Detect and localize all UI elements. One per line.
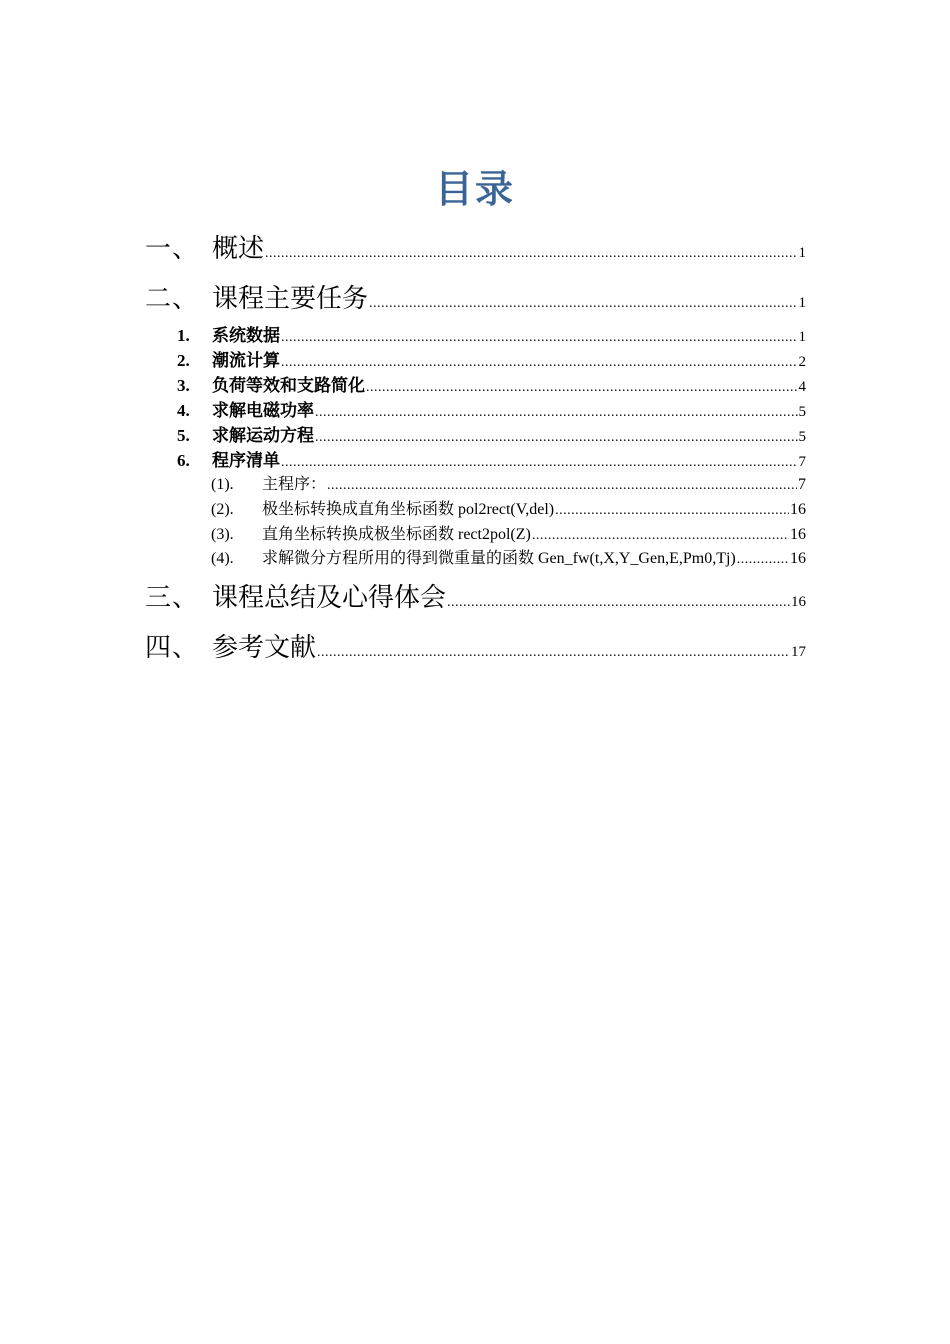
toc-entry-power-flow[interactable] (177, 346, 806, 370)
toc-entry-label: 直角坐标转换成极坐标函数 rect2pol(Z) (262, 526, 531, 543)
toc-entry-number: 二、 (145, 284, 200, 314)
dot-leader (555, 503, 789, 519)
toc-entry-rect2pol[interactable] (211, 521, 806, 545)
toc-entry-number: 三、 (145, 583, 200, 613)
dot-leader (369, 296, 797, 312)
toc-entry-number: 一、 (145, 234, 200, 264)
toc-entry-label: 程序清单 (212, 451, 280, 471)
toc-entry-main-tasks[interactable] (145, 278, 806, 318)
toc-entry-label: 求解电磁功率 (212, 401, 314, 421)
toc-entry-page: 4 (798, 379, 806, 395)
toc-entry-page: 5 (798, 404, 806, 420)
dot-leader (265, 246, 797, 262)
toc-entry-number: 3. (177, 376, 190, 395)
toc-entry-gen-fw[interactable] (211, 545, 806, 569)
toc-entry-label: 课程总结及心得体会 (212, 583, 447, 613)
toc-entry-label: 系统数据 (212, 326, 280, 346)
toc-entry-number: 5. (177, 426, 190, 445)
toc-entry-number: (1). (211, 476, 234, 493)
toc-entry-overview[interactable] (145, 228, 806, 268)
toc-entry-number: (4). (211, 550, 234, 567)
toc-entry-motion-equation[interactable] (177, 421, 806, 445)
toc-entry-page: 16 (791, 594, 806, 610)
dot-leader (327, 478, 797, 494)
toc-entry-label: 求解运动方程 (212, 426, 314, 446)
toc-entry-program-listing[interactable] (177, 446, 806, 470)
toc-entry-label: 潮流计算 (212, 351, 280, 371)
toc-entry-label: 极坐标转换成直角坐标函数 pol2rect(V,del) (262, 501, 555, 518)
toc-entry-summary[interactable] (145, 577, 806, 617)
toc-entry-pol2rect[interactable] (211, 496, 806, 520)
toc-entry-main-program[interactable] (211, 471, 806, 495)
toc-entry-electromagnetic-power[interactable] (177, 396, 806, 420)
toc-entry-page: 16 (790, 550, 806, 567)
toc-entry-number: 四、 (145, 633, 200, 663)
toc-entry-page: 2 (798, 354, 806, 370)
toc-entry-page: 16 (790, 526, 806, 543)
dot-leader (366, 380, 798, 396)
toc-entry-page: 7 (798, 476, 806, 493)
toc-entry-label: 主程序： (262, 476, 327, 493)
dot-leader (532, 528, 789, 544)
dot-leader (281, 455, 798, 471)
toc-entry-label: 求解微分方程所用的得到微重量的函数 Gen_fw(t,X,Y_Gen,E,Pm0,Tj) (262, 550, 736, 567)
toc-entry-load-equivalence[interactable] (177, 371, 806, 395)
toc-entry-system-data[interactable] (177, 321, 806, 345)
toc-entry-label: 概述 (212, 234, 265, 264)
toc-entry-page: 7 (798, 454, 806, 470)
toc-entry-page: 1 (798, 245, 806, 261)
toc-entry-page: 17 (791, 644, 806, 660)
toc-entry-number: 6. (177, 451, 190, 470)
toc-entry-label: 参考文献 (212, 633, 317, 663)
toc-entry-label: 课程主要任务 (212, 284, 369, 314)
dot-leader (447, 595, 790, 611)
toc-entry-page: 5 (798, 429, 806, 445)
dot-leader (281, 355, 798, 371)
dot-leader (315, 430, 798, 446)
toc-entry-page: 16 (790, 501, 806, 518)
toc-entry-references[interactable] (145, 627, 806, 667)
toc-entry-number: 1. (177, 326, 190, 345)
toc-entry-number: (3). (211, 526, 234, 543)
toc-entry-page: 1 (798, 295, 806, 311)
toc-entry-number: 4. (177, 401, 190, 420)
toc-entry-label: 负荷等效和支路简化 (212, 376, 365, 396)
dot-leader (737, 552, 789, 568)
dot-leader (315, 405, 798, 421)
toc-entry-number: (2). (211, 501, 234, 518)
dot-leader (317, 645, 790, 661)
toc-entry-page: 1 (798, 329, 806, 345)
toc-title: 目录 (434, 166, 515, 211)
toc-entry-number: 2. (177, 351, 190, 370)
dot-leader (281, 330, 798, 346)
